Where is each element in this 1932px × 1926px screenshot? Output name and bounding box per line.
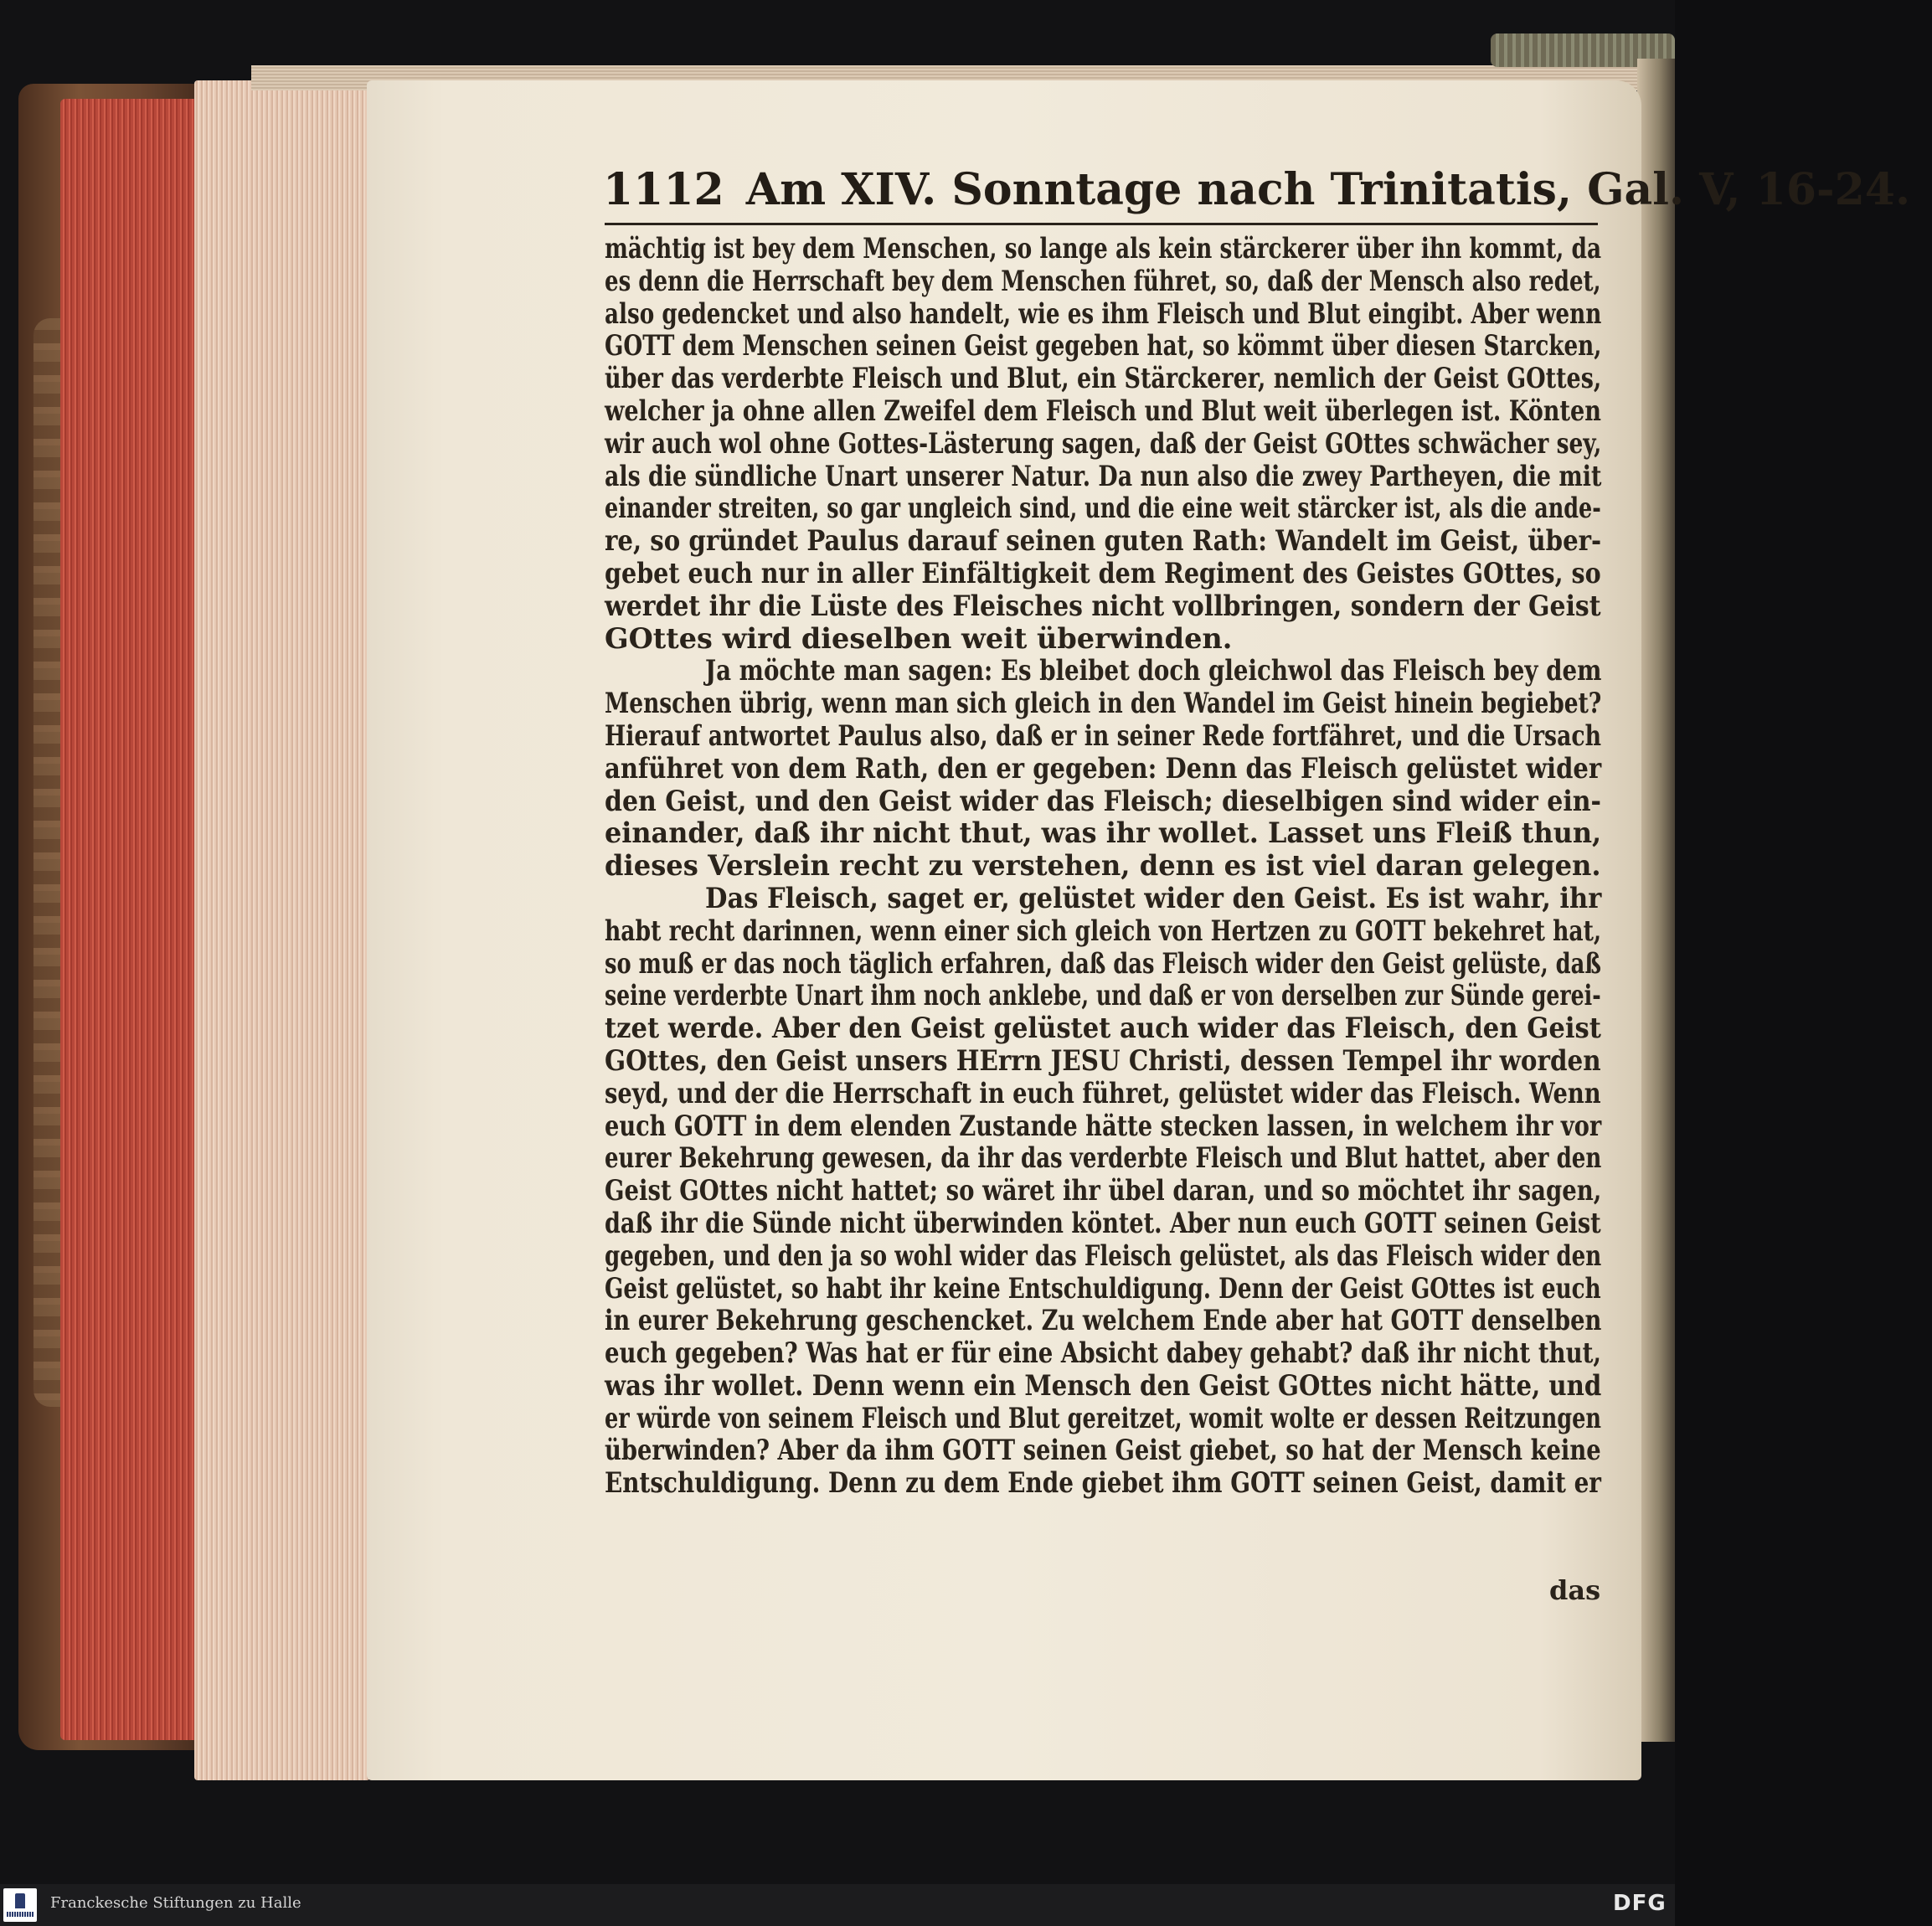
text-line: GOttes, den Geist unsers HErrn JESU Christi, dessen Tempel ihr worden — [605, 1043, 1601, 1077]
text-line: Hierauf antwortet Paulus also, daß er in seiner Rede fortfähret, und die Ursach — [605, 718, 1601, 752]
text-line: seyd, und der die Herrschaft in euch führet, gelüstet wider das Fleisch. Wenn — [605, 1076, 1601, 1110]
text-line: was ihr wollet. Denn wenn ein Mensch den Geist GOttes nicht hätte, und — [605, 1368, 1602, 1402]
text-line: anführet von dem Rath, den er gegeben: Denn das Fleisch gelüstet wider — [605, 751, 1602, 785]
logo-mark-icon — [15, 1893, 25, 1908]
text-line: überwinden? Aber da ihm GOTT seinen Geist giebet, so hat der Mensch keine — [605, 1434, 1601, 1467]
text-line: GOTT dem Menschen seinen Geist gegeben hat, so kömmt über diesen Starcken, — [605, 329, 1602, 363]
text-line: daß ihr die Sünde nicht überwinden köntet. Aber nun euch GOTT seinen Geist — [605, 1206, 1601, 1239]
text-line: dieses Verslein recht zu verstehen, denn es ist viel daran gelegen. — [605, 849, 1601, 883]
text-line: den Geist, und den Geist wider das Fleisch; dieselbigen sind wider ein- — [605, 784, 1601, 817]
text-line: einander, daß ihr nicht thut, was ihr wollet. Lasset uns Fleiß thun, — [605, 816, 1602, 850]
catchword: das — [1549, 1574, 1601, 1606]
text-line: er würde von seinem Fleisch und Blut gereitzet, womit wolte er dessen Reitzungen — [605, 1401, 1602, 1434]
text-line: welcher ja ohne allen Zweifel dem Fleisch und Blut weit überlegen ist. Könten — [605, 394, 1601, 427]
text-line: gebet euch nur in aller Einfältigkeit dem Regiment des Geistes GOttes, so — [605, 556, 1601, 590]
text-line: wir auch wol ohne Gottes-Lästerung sagen, daß der Geist GOttes schwächer sey, — [605, 426, 1602, 460]
text-line: es denn die Herrschaft bey dem Menschen führet, so, daß der Mensch also redet, — [605, 264, 1601, 297]
text-line: über das verderbte Fleisch und Blut, ein Stärckerer, nemlich der Geist GOttes, — [605, 362, 1602, 395]
text-line: in eurer Bekehrung geschencket. Zu welchem Ende aber hat GOTT denselben — [605, 1304, 1602, 1337]
text-line: Ja möchte man sagen: Es bleibet doch gleichwol das Fleisch bey dem — [705, 654, 1602, 687]
text-line: so muß er das noch täglich erfahren, daß das Fleisch wider den Geist gelüste, daß — [605, 946, 1601, 980]
text-line: mächtig ist bey dem Menschen, so lange als kein stärckerer über ihn kommt, da — [605, 232, 1602, 265]
text-line: euch gegeben? Was hat er für eine Absicht dabey gehabt? daß ihr nicht thut, — [605, 1336, 1601, 1370]
institution-name: Franckesche Stiftungen zu Halle — [50, 1894, 301, 1912]
text-line: Menschen übrig, wenn man sich gleich in den Wandel im Geist hinein begiebet? — [605, 687, 1602, 720]
running-head — [603, 164, 1911, 223]
text-line: werdet ihr die Lüste des Fleisches nicht vollbringen, sondern der Geist — [605, 589, 1601, 622]
text-line: Geist gelüstet, so habt ihr keine Entschuldigung. Denn der Geist GOttes ist euch — [605, 1271, 1601, 1305]
text-line: also gedencket und also handelt, wie es ihm Fleisch und Blut eingibt. Aber wenn — [605, 296, 1602, 330]
body-text — [605, 233, 1601, 1500]
text-line: eurer Bekehrung gewesen, da ihr das verderbte Fleisch und Blut hattet, aber den — [605, 1141, 1602, 1175]
text-line: seine verderbte Unart ihm noch anklebe, und daß er von derselben zur Sünde gerei- — [605, 979, 1601, 1012]
text-line: tzet werde. Aber den Geist gelüstet auch wider das Fleisch, den Geist — [605, 1012, 1601, 1045]
page-number: 1112 — [603, 164, 724, 215]
text-line: als die sündliche Unart unserer Natur. Da nun also die zwey Partheyen, die mit — [605, 459, 1602, 492]
text-line: re, so gründet Paulus darauf seinen guten Rath: Wandelt im Geist, über- — [605, 524, 1602, 558]
text-line: Geist GOttes nicht hattet; so wäret ihr übel daran, und so möchtet ihr sagen, — [605, 1174, 1602, 1208]
institution-logo — [3, 1888, 37, 1922]
page-stack-left — [194, 80, 370, 1780]
text-line: GOttes wird dieselben weit überwinden. — [605, 621, 1233, 655]
logo-text-icon — [7, 1912, 33, 1917]
text-line: habt recht darinnen, wenn einer sich gleich von Hertzen zu GOTT bekehret hat, — [605, 914, 1602, 947]
text-line: euch GOTT in dem elenden Zustande hätte stecken lassen, in welchem ihr vor — [605, 1109, 1602, 1142]
text-line: einander streiten, so gar ungleich sind, und die eine weit stärcker ist, als die ande- — [605, 492, 1601, 525]
red-page-edge — [60, 99, 203, 1740]
text-line: Das Fleisch, saget er, gelüstet wider den Geist. Es ist wahr, ihr — [705, 881, 1602, 914]
header-rule — [605, 223, 1598, 225]
dfg-label: DFG — [1613, 1891, 1667, 1916]
text-line: Entschuldigung. Denn zu dem Ende giebet ihm GOTT seinen Geist, damit er — [605, 1466, 1601, 1500]
running-title: Am XIV. Sonntage nach Trinitatis, Gal. V, 16-24. — [745, 164, 1911, 215]
text-line: gegeben, und den ja so wohl wider das Fleisch gelüstet, als das Fleisch wider den — [605, 1239, 1602, 1272]
